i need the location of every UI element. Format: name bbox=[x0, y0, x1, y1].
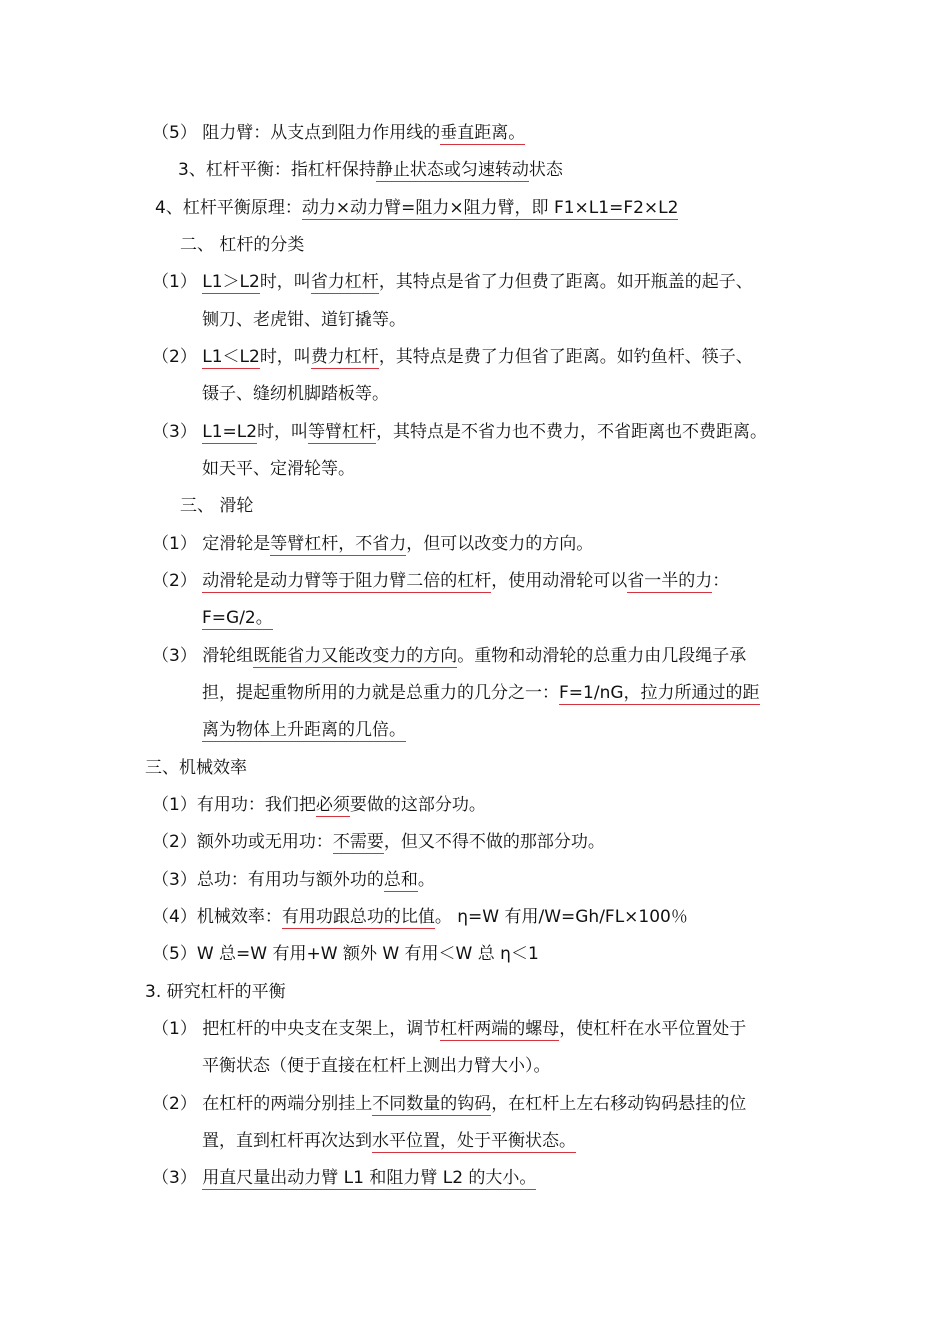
text-segment: 。 η=W 有用/W=Gh/FL×100％ bbox=[434, 907, 688, 927]
text-segment: 状态 bbox=[528, 160, 563, 180]
text-line bbox=[155, 197, 678, 221]
text-segment: 平衡状态（便于直接在杠杆上测出力臂大小）。 bbox=[202, 1056, 551, 1076]
section-heading bbox=[145, 981, 286, 1005]
text-segment: 镊子、缝纫机脚踏板等。 bbox=[202, 384, 389, 404]
text-segment: （3） bbox=[152, 422, 203, 442]
underlined-phrase: 费力杠杆 bbox=[310, 347, 379, 367]
text-line bbox=[152, 645, 746, 669]
text-segment: ，其特点是不省力也不费力，不省距离也不费距离。 bbox=[376, 422, 768, 442]
text-segment: 时，叫 bbox=[259, 272, 311, 292]
text-line bbox=[202, 458, 355, 482]
text-line bbox=[202, 309, 406, 333]
text-line bbox=[202, 719, 406, 743]
text-line bbox=[152, 1018, 746, 1042]
underlined-phrase: 省一半的力 bbox=[627, 571, 713, 591]
section-heading bbox=[180, 234, 304, 258]
text-segment: （5） 阻力臂：从支点到阻力作用线的 bbox=[152, 123, 441, 143]
text-line bbox=[152, 831, 605, 855]
text-line bbox=[152, 1093, 746, 1117]
text-segment: （5）W 总=W 有用+W 额外 W 有用＜W 总 η＜1 bbox=[152, 944, 539, 964]
text-line bbox=[152, 1167, 536, 1191]
underlined-phrase: 离为物体上升距离的几倍。 bbox=[202, 720, 406, 740]
text-segment: 置，直到杠杆再次达到 bbox=[202, 1131, 372, 1151]
text-segment: 要做的这部分功。 bbox=[349, 795, 486, 815]
text-segment: （1）有用功：我们把 bbox=[152, 795, 316, 815]
underlined-phrase: 静止状态或匀速转动 bbox=[375, 160, 529, 180]
text-segment: （1） 定滑轮是 bbox=[152, 534, 271, 554]
underlined-phrase: L1=L2 bbox=[202, 422, 258, 442]
section-heading bbox=[180, 495, 253, 519]
text-segment: （4）机械效率： bbox=[152, 907, 282, 927]
text-line bbox=[152, 421, 767, 445]
text-line bbox=[202, 607, 273, 631]
text-segment: ： bbox=[712, 571, 730, 591]
underlined-phrase: 有用功跟总功的比值 bbox=[281, 907, 435, 927]
text-line bbox=[152, 122, 525, 146]
text-segment: （1） bbox=[152, 272, 203, 292]
text-line bbox=[202, 383, 389, 407]
underlined-phrase: F=G/2。 bbox=[202, 608, 273, 628]
underlined-phrase: 垂直距离。 bbox=[440, 123, 526, 143]
underlined-phrase: 总和 bbox=[383, 870, 418, 890]
text-line bbox=[152, 869, 435, 893]
text-segment: 。 bbox=[417, 870, 435, 890]
text-segment: （1） 把杠杆的中央支在支架上，调节 bbox=[152, 1019, 441, 1039]
text-segment: 三、 滑轮 bbox=[180, 496, 254, 516]
text-line bbox=[178, 159, 563, 183]
underlined-phrase: 等臂杠杆，不省力 bbox=[270, 534, 407, 554]
text-segment: 铡刀、老虎钳、道钉撬等。 bbox=[202, 310, 406, 330]
text-segment: 担，提起重物所用的力就是总重力的几分之一： bbox=[202, 683, 559, 703]
text-segment: ，使杠杆在水平位置处于 bbox=[559, 1019, 747, 1039]
text-line bbox=[152, 533, 593, 557]
text-line bbox=[202, 1130, 576, 1154]
text-line bbox=[152, 906, 688, 930]
text-line bbox=[202, 1055, 551, 1079]
text-segment: ，但可以改变力的方向。 bbox=[406, 534, 594, 554]
text-line bbox=[202, 682, 760, 706]
text-segment: ，在杠杆上左右移动钩码悬挂的位 bbox=[491, 1094, 747, 1114]
text-segment: 如天平、定滑轮等。 bbox=[202, 459, 355, 479]
underlined-phrase: 动滑轮是动力臂等于阻力臂二倍的杠杆 bbox=[202, 571, 492, 591]
text-segment: （3）总功：有用功与额外功的 bbox=[152, 870, 384, 890]
underlined-phrase: 不需要 bbox=[332, 832, 384, 852]
text-segment: 时，叫 bbox=[257, 422, 309, 442]
underlined-phrase: 省力杠杆 bbox=[310, 272, 379, 292]
section-heading bbox=[145, 757, 247, 781]
text-line bbox=[152, 943, 539, 967]
text-segment: 二、 杠杆的分类 bbox=[180, 235, 305, 255]
text-segment: （3） bbox=[152, 1168, 203, 1188]
text-segment: ，但又不得不做的那部分功。 bbox=[383, 832, 605, 852]
underlined-phrase: F=1/nG，拉力所通过的距 bbox=[559, 683, 760, 703]
underlined-phrase: 用直尺量出动力臂 L1 和阻力臂 L2 的大小。 bbox=[202, 1168, 537, 1188]
text-segment: （2） bbox=[152, 347, 203, 367]
text-line bbox=[152, 794, 486, 818]
underlined-phrase: 杠杆两端的螺母 bbox=[440, 1019, 560, 1039]
underlined-phrase: 必须 bbox=[315, 795, 350, 815]
underlined-phrase: L1＜L2 bbox=[202, 347, 260, 367]
text-segment: 3、杠杆平衡：指杠杆保持 bbox=[178, 160, 376, 180]
text-segment: ，其特点是省了力但费了距离。如开瓶盖的起子、 bbox=[378, 272, 753, 292]
text-segment: （2） 在杠杆的两端分别挂上 bbox=[152, 1094, 373, 1114]
underlined-phrase: 不同数量的钩码 bbox=[372, 1094, 492, 1114]
text-segment: 4、杠杆平衡原理： bbox=[155, 198, 302, 218]
text-line bbox=[152, 271, 753, 295]
text-segment: 时，叫 bbox=[259, 347, 311, 367]
text-segment: 三、机械效率 bbox=[145, 758, 247, 778]
text-segment: （2） bbox=[152, 571, 203, 591]
underlined-phrase: 等臂杠杆 bbox=[308, 422, 377, 442]
text-segment: （2）额外功或无用功： bbox=[152, 832, 333, 852]
text-line bbox=[152, 346, 753, 370]
text-segment: ，使用动滑轮可以 bbox=[491, 571, 628, 591]
text-segment: 。重物和动滑轮的总重力由几段绳子承 bbox=[457, 646, 747, 666]
text-segment: （3） 滑轮组 bbox=[152, 646, 254, 666]
text-segment: ，其特点是费了力但省了距离。如钓鱼杆、筷子、 bbox=[378, 347, 753, 367]
underlined-phrase: L1＞L2 bbox=[202, 272, 260, 292]
underlined-phrase: 水平位置，处于平衡状态。 bbox=[372, 1131, 576, 1151]
underlined-phrase: 既能省力又能改变力的方向 bbox=[253, 646, 458, 666]
text-segment: 3. 研究杠杆的平衡 bbox=[145, 982, 286, 1002]
text-line bbox=[152, 570, 729, 594]
underlined-phrase: 动力×动力臂=阻力×阻力臂，即 F1×L1=F2×L2 bbox=[301, 198, 679, 218]
